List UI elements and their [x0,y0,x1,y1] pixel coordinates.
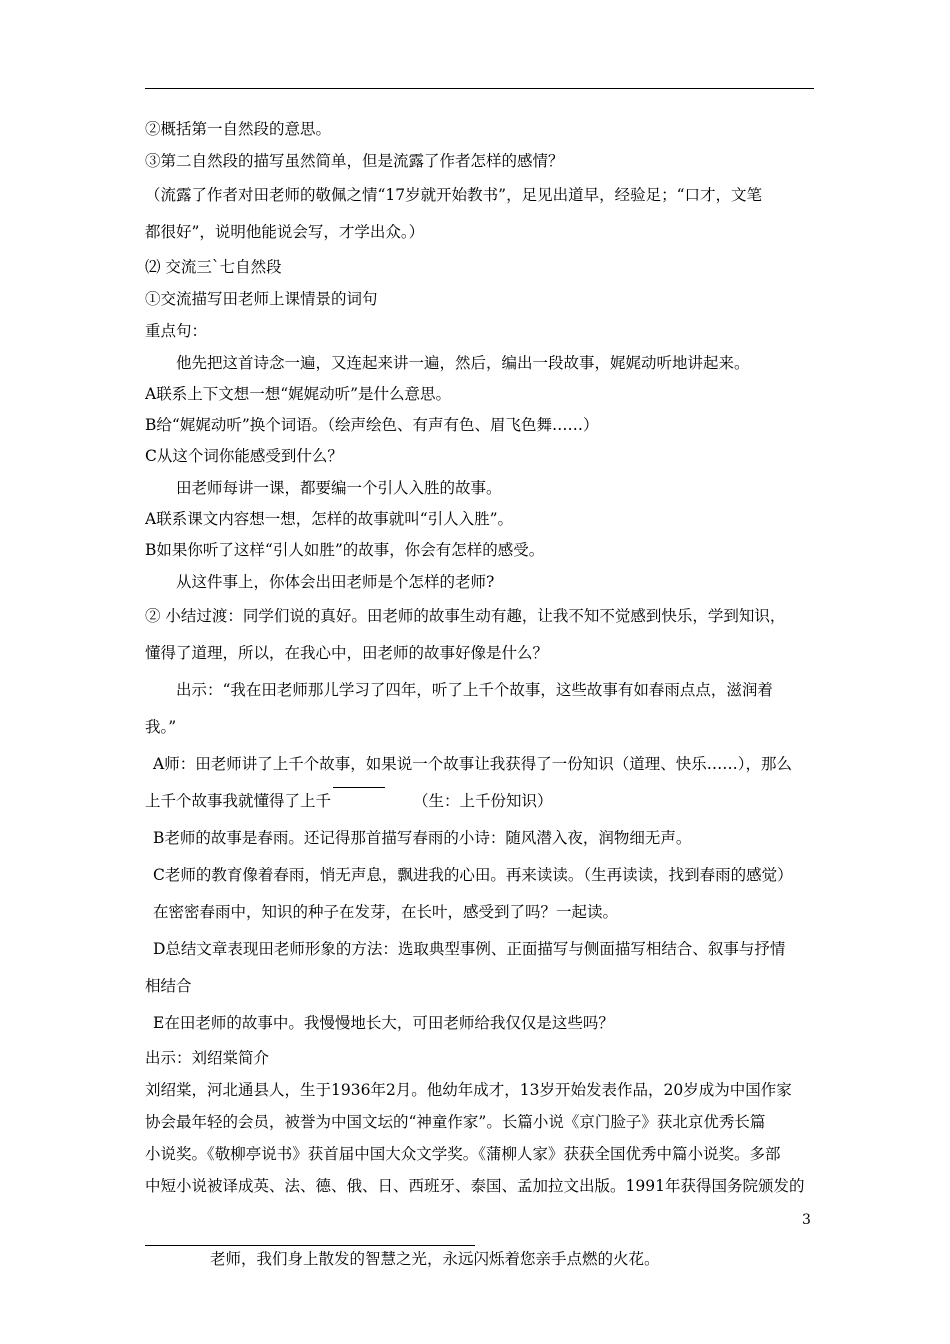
text-line: A联系课文内容想一想，怎样的故事就叫“引人入胜”。 [145,510,514,528]
text-line: ①交流描写田老师上课情景的词句 [145,290,378,308]
text-line: A联系上下文想一想“娓娓动听”是什么意思。 [145,385,452,403]
text-line: 小说奖。《敬柳亭说书》获首届中国大众文学奖。《蒲柳人家》获获全国优秀中篇小说奖。多部 [145,1145,781,1163]
text-line: C老师的教育像着春雨，悄无声息，飘进我的心田。再来读读。（生再读读，找到春雨的感觉） [153,866,793,884]
text-line: E在田老师的故事中。我慢慢地长大，可田老师给我仅仅是这些吗？ [153,1014,614,1032]
page-number: 3 [802,1212,811,1228]
text-line: 我。” [145,718,177,736]
text-line: 相结合 [145,977,192,995]
text-line: 协会最年轻的会员，被誉为中国文坛的“神童作家”。长篇小说《京门脸子》获北京优秀长篇 [145,1113,766,1131]
text-line: （流露了作者对田老师的敬佩之情“17岁就开始教书”，足见出道早，经验足；“口才，文笔 [145,186,762,204]
text-line: 刘绍棠，河北通县人，生于1936年2月。他幼年成才，13岁开始发表作品，20岁成为中国作家 [145,1081,792,1099]
text-line: 出示：刘绍棠简介 [145,1049,270,1067]
fill-blank-line [145,783,814,820]
text-line: 在密密春雨中，知识的种子在发芽，在长叶，感受到了吗？一起读。 [153,903,619,921]
text-line: C从这个词你能感受到什么？ [145,447,343,465]
text-line: 重点句： [145,322,208,340]
text-line: D总结文章表现田老师形象的方法：选取典型事例、正面描写与侧面描写相结合、叙事与抒情 [153,940,786,958]
student-answer: （生：上千份知识） [413,792,553,810]
text-line: ③第二自然段的描写虽然简单，但是流露了作者怎样的感情？ [145,152,564,170]
footer-quote: 老师，我们身上散发的智慧之光，永远闪烁着您亲手点燃的火花。 [210,1250,660,1268]
text-line: B给“娓娓动听”换个词语。（绘声绘色、有声有色、眉飞色舞……） [145,416,599,434]
document-body [145,113,814,1202]
footer-rule [145,1245,475,1246]
key-sentence: 他先把这首诗念一遍，又连起来讲一遍，然后，编出一段故事，娓娓动听地讲起来。 [176,354,750,372]
answer-blank [333,787,385,788]
text-line: A师：田老师讲了上千个故事，如果说一个故事让我获得了一份知识（道理、快乐……），那么 [153,755,792,773]
text-line: ②概括第一自然段的意思。 [145,120,332,138]
text-line: B老师的故事是春雨。还记得那首描写春雨的小诗：随风潜入夜，润物细无声。 [153,829,692,847]
text-line: 出示：“我在田老师那儿学习了四年，听了上千个故事，这些故事有如春雨点点，滋润着 [176,681,773,699]
header-rule [145,88,814,89]
text-line: 中短小说被译成英、法、德、俄、日、西班牙、泰国、孟加拉文出版。1991年获得国务院颁发的 [145,1177,805,1195]
text-line: 懂得了道理，所以，在我心中，田老师的故事好像是什么？ [145,644,549,662]
key-sentence: 田老师每讲一课，都要编一个引人入胜的故事。 [176,479,502,497]
text-line: B如果你听了这样“引人如胜”的故事，你会有怎样的感受。 [145,541,545,559]
text-line: 都很好”，说明他能说会写，才学出众。） [145,223,425,241]
fill-blank-prompt: 上千个故事我就懂得了上千 [145,792,332,810]
text-line: ② 小结过渡：同学们说的真好。田老师的故事生动有趣，让我不知不觉感到快乐，学到知识， [145,607,786,625]
text-line: ⑵ 交流三`七自然段 [145,258,282,276]
text-line: 从这件事上，你体会出田老师是个怎样的老师? [176,573,495,591]
